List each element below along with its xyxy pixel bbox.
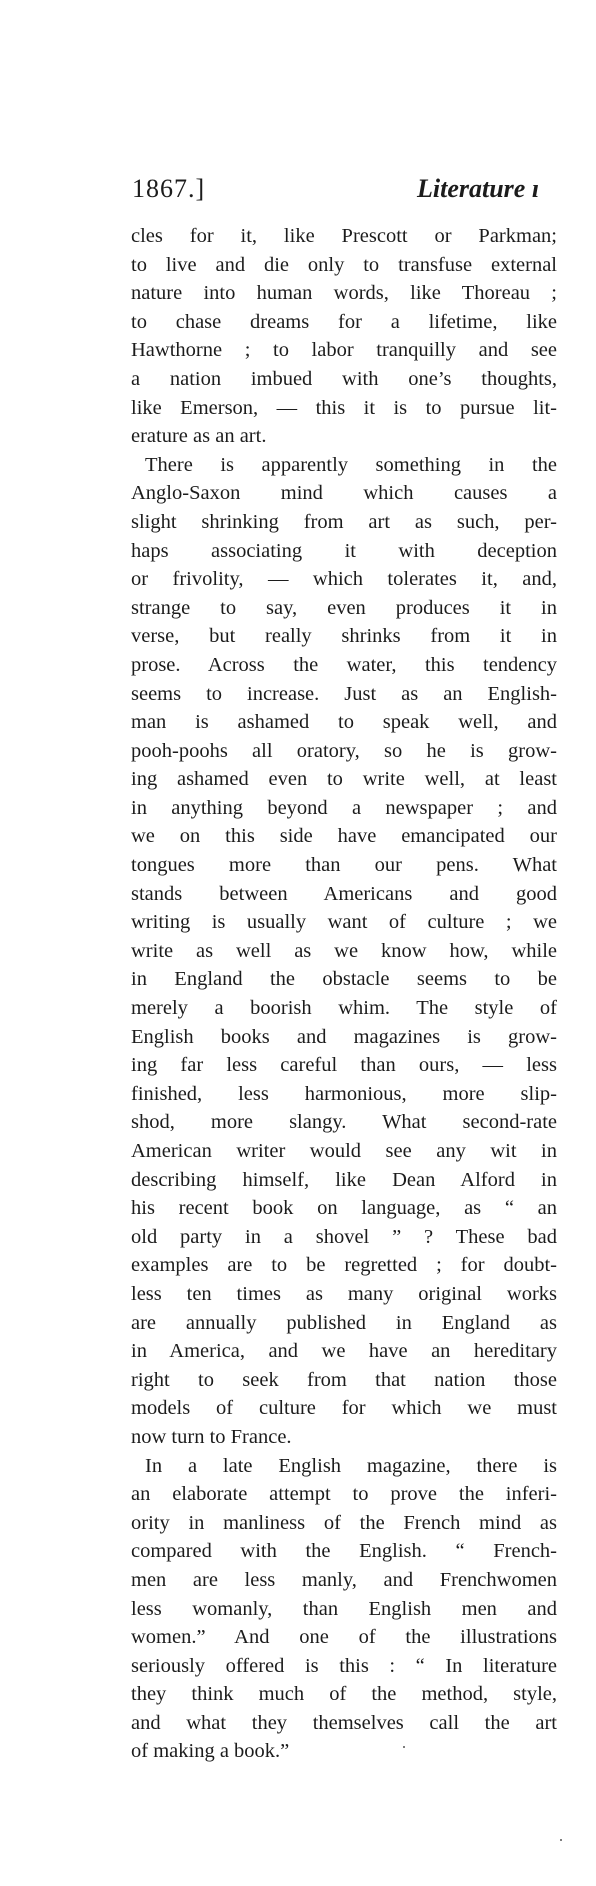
text-line: In a late English magazine, there is xyxy=(145,1454,557,1477)
text-line: man is ashamed to speak well, and xyxy=(131,711,557,734)
text-line: Hawthorne ; to labor tranquilly and see xyxy=(131,339,557,362)
text-line: we on this side have emancipated our xyxy=(131,825,557,848)
text-line: ing far less careful than ours, — less xyxy=(131,1054,557,1077)
text-line: and what they themselves call the art xyxy=(131,1711,557,1734)
text-line: old party in a shovel ” ? These bad xyxy=(131,1225,557,1248)
text-line: ing ashamed even to write well, at least xyxy=(131,768,557,791)
text-line: nature into human words, like Thoreau ; xyxy=(131,282,557,305)
text-line: models of culture for which we must xyxy=(131,1397,557,1420)
text-line: less ten times as many original works xyxy=(131,1282,557,1305)
text-line: women.” And one of the illustrations xyxy=(131,1626,557,1649)
text-line: Anglo-Saxon mind which causes a xyxy=(131,482,557,505)
text-line: haps associating it with deception xyxy=(131,539,557,562)
text-line: American writer would see any wit in xyxy=(131,1140,557,1162)
text-line: English books and magazines is grow- xyxy=(131,1025,557,1048)
text-line: pooh-poohs all oratory, so he is grow- xyxy=(131,739,557,762)
text-line: stands between Americans and good xyxy=(131,882,557,905)
text-line: his recent book on language, as “ an xyxy=(131,1197,557,1220)
text-line: slight shrinking from art as such, per- xyxy=(131,510,557,533)
text-line: cles for it, like Prescott or Parkman; xyxy=(131,225,557,247)
text-line: erature as an art. xyxy=(131,425,267,448)
text-line: merely a boorish whim. The style of xyxy=(131,997,557,1020)
text-line: tongues more than our pens. What xyxy=(131,854,557,877)
text-line: to live and die only to transfuse external xyxy=(131,253,557,276)
text-line: compared with the English. “ French- xyxy=(131,1540,557,1563)
text-line: seriously offered is this : “ In literature xyxy=(131,1654,557,1677)
text-line: now turn to France. xyxy=(131,1425,292,1448)
text-line: describing himself, like Dean Alford in xyxy=(131,1168,557,1191)
text-line: writing is usually want of culture ; we xyxy=(131,911,557,934)
text-line: a nation imbued with one’s thoughts, xyxy=(131,367,557,390)
text-line: examples are to be regretted ; for doubt- xyxy=(131,1254,557,1277)
text-line: are annually published in England as xyxy=(131,1311,557,1334)
scan-speck xyxy=(403,1746,405,1748)
body-text xyxy=(131,222,557,1766)
text-line: right to seek from that nation those xyxy=(131,1368,557,1391)
page-header xyxy=(132,174,596,214)
text-line: in England the obstacle seems to be xyxy=(131,968,557,991)
text-line: they think much of the method, style, xyxy=(131,1683,557,1706)
text-line: in anything beyond a newspaper ; and xyxy=(131,796,557,819)
text-line: There is apparently something in the xyxy=(145,453,557,476)
text-line: men are less manly, and Frenchwomen xyxy=(131,1568,557,1591)
text-line: write as well as we know how, while xyxy=(131,939,557,962)
text-line: seems to increase. Just as an English- xyxy=(131,682,557,705)
running-title: Literature ı xyxy=(417,174,540,203)
text-line: shod, more slangy. What second-rate xyxy=(131,1111,557,1134)
text-line: in America, and we have an hereditary xyxy=(131,1340,557,1363)
scan-speck xyxy=(560,1839,562,1841)
text-line: to chase dreams for a lifetime, like xyxy=(131,310,557,333)
text-line: prose. Across the water, this tendency xyxy=(131,653,557,676)
text-line: strange to say, even produces it in xyxy=(131,596,557,619)
text-line: an elaborate attempt to prove the inferi- xyxy=(131,1483,557,1506)
page-number: 1867.] xyxy=(132,174,206,203)
text-line: of making a book.” xyxy=(131,1740,290,1763)
text-line: less womanly, than English men and xyxy=(131,1597,557,1620)
text-line: like Emerson, — this it is to pursue lit- xyxy=(131,396,557,419)
text-line: or frivolity, — which tolerates it, and, xyxy=(131,568,557,591)
text-line: verse, but really shrinks from it in xyxy=(131,625,557,648)
text-line: ority in manliness of the French mind as xyxy=(131,1511,557,1534)
text-line: finished, less harmonious, more slip- xyxy=(131,1082,557,1105)
